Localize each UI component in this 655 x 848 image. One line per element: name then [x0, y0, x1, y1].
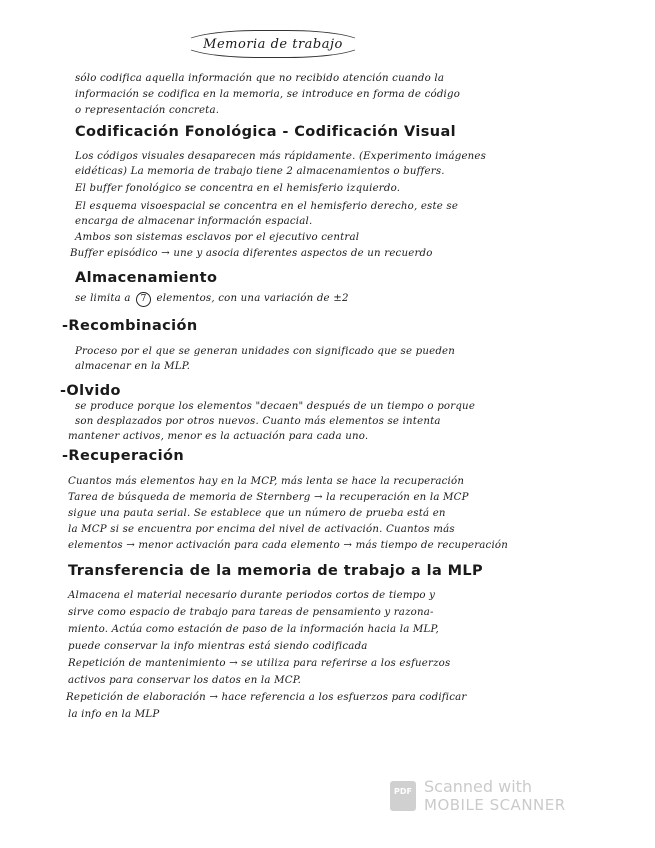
circled-number: 7 [136, 292, 151, 307]
text-line: Tarea de búsqueda de memoria de Sternberg → la recuperación en la MCP [68, 492, 469, 503]
title-oval [183, 30, 363, 58]
text-line: Los códigos visuales desaparecen más rápidamente. (Experimento imágenes [75, 151, 487, 162]
pdf-document-icon: PDF [390, 781, 416, 811]
text-line: activos para conservar los datos en la MCP. [68, 675, 302, 686]
text-fragment: elementos, con una variación de ±2 [156, 293, 349, 304]
text-line: Proceso por el que se generan unidades con significado que se pueden [75, 346, 456, 357]
watermark-line-2: MOBILE SCANNER [424, 796, 566, 814]
section-heading-codificacion: Codificación Fonológica - Codificación Visual [75, 124, 457, 140]
text-line: Cuantos más elementos hay en la MCP, más lenta se hace la recuperación [68, 476, 465, 487]
text-line: elementos → menor activación para cada elemento → más tiempo de recuperación [68, 540, 509, 551]
text-line: mantener activos, menor es la actuación para cada uno. [68, 431, 369, 442]
section-heading-recuperacion: -Recuperación [62, 448, 185, 464]
section-heading-almacenamiento: Almacenamiento [75, 270, 218, 286]
watermark-text [424, 778, 566, 814]
scanner-watermark [390, 778, 566, 814]
section-heading-olvido: -Olvido [60, 383, 121, 399]
text-line: El esquema visoespacial se concentra en el hemisferio derecho, este se [75, 201, 459, 212]
text-line: miento. Actúa como estación de paso de la información hacia la MLP, [68, 624, 439, 635]
watermark-line-1: Scanned with [424, 777, 533, 796]
text-line: encarga de almacenar información espacial. [75, 216, 313, 227]
text-line: Buffer episódico → une y asocia diferentes aspectos de un recuerdo [70, 248, 433, 259]
text-line: Ambos son sistemas esclavos por el ejecutivo central [75, 232, 360, 243]
text-line: almacenar en la MLP. [75, 361, 191, 372]
text-line: El buffer fonológico se concentra en el hemisferio izquierdo. [75, 183, 401, 194]
page-title: Memoria de trabajo [203, 36, 343, 52]
text-line: o representación concreta. [75, 105, 220, 116]
text-line: información se codifica en la memoria, se introduce en forma de código [75, 89, 461, 100]
section-heading-transferencia: Transferencia de la memoria de trabajo a la MLP [68, 563, 484, 579]
text-line: eidéticas) La memoria de trabajo tiene 2 almacenamientos o buffers. [75, 166, 445, 177]
section-heading-recombinacion: -Recombinación [62, 318, 198, 334]
text-line: sigue una pauta serial. Se establece que un número de prueba está en [68, 508, 446, 519]
text-line: se produce porque los elementos "decaen" después de un tiempo o porque [75, 401, 476, 412]
text-line: sirve como espacio de trabajo para tareas de pensamiento y razona- [68, 607, 434, 618]
text-line: la info en la MLP [68, 709, 160, 720]
text-line: la MCP si se encuentra por encima del nivel de activación. Cuantos más [68, 524, 455, 535]
text-line: Almacena el material necesario durante periodos cortos de tiempo y [68, 590, 436, 601]
text-fragment: se limita a [75, 293, 131, 304]
text-line: puede conservar la info mientras está siendo codificada [68, 641, 368, 652]
text-line: Repetición de mantenimiento → se utiliza para referirse a los esfuerzos [68, 658, 451, 669]
text-line: Repetición de elaboración → hace referencia a los esfuerzos para codificar [66, 692, 467, 703]
text-line: son desplazados por otros nuevos. Cuanto más elementos se intenta [75, 416, 441, 427]
text-line: sólo codifica aquella información que no recibido atención cuando la [75, 73, 445, 84]
almacenamiento-line [75, 292, 615, 307]
